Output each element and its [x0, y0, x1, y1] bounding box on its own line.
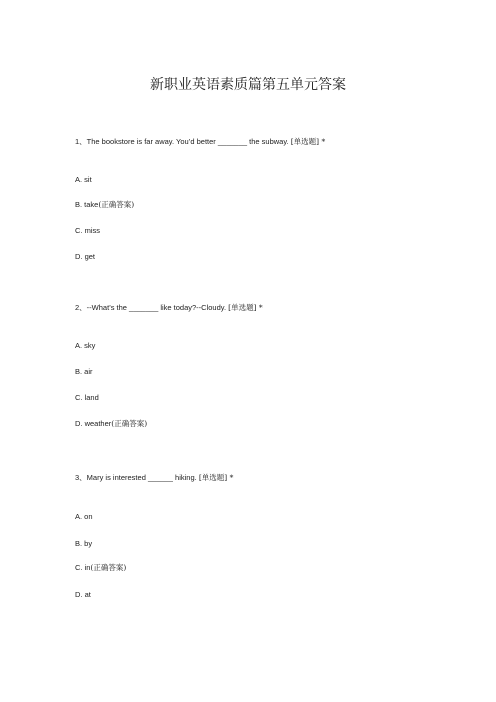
question-2	[75, 303, 263, 313]
option-3d	[75, 590, 91, 600]
option-3a	[75, 512, 93, 522]
correct-answer-note: (正确答案)	[111, 419, 148, 428]
option-1b	[75, 200, 134, 210]
option-2a	[75, 341, 95, 351]
option-2b	[75, 367, 93, 377]
correct-answer-note: (正确答案)	[90, 563, 127, 572]
question-1	[75, 137, 325, 147]
question-number: 2、	[75, 303, 87, 312]
option-3b	[75, 539, 92, 549]
option-1d	[75, 252, 95, 262]
option-label: A. on	[75, 512, 93, 521]
option-label: D. weather	[75, 419, 112, 428]
document-title: 新职业英语素质篇第五单元答案	[150, 76, 346, 92]
option-label: C. miss	[75, 226, 100, 235]
correct-answer-note: (正确答案)	[98, 200, 135, 209]
question-3	[75, 473, 233, 483]
question-type-tag: [单选题] *	[228, 303, 263, 312]
option-label: C. land	[75, 393, 99, 402]
option-label: B. air	[75, 367, 93, 376]
option-3c	[75, 563, 126, 573]
option-label: B. by	[75, 539, 93, 548]
question-number: 3、	[75, 473, 87, 482]
question-text: The bookstore is far away. You’d better _______ the subway.	[86, 137, 289, 146]
question-text: --What’s the _______ like today?--Cloudy.	[86, 303, 227, 312]
question-text: Mary is interested ______ hiking.	[86, 473, 197, 482]
option-1a	[75, 175, 92, 185]
option-label: B. take	[75, 200, 99, 209]
option-2d	[75, 419, 147, 429]
option-label: D. get	[75, 252, 96, 261]
option-2c	[75, 393, 99, 403]
option-1c	[75, 226, 100, 236]
question-type-tag: [单选题] *	[198, 473, 234, 482]
question-number: 1、	[75, 137, 87, 146]
question-type-tag: [单选题] *	[290, 137, 326, 146]
option-label: A. sky	[75, 341, 96, 350]
option-label: A. sit	[75, 175, 92, 184]
option-label: D. at	[75, 590, 91, 599]
option-label: C. in	[75, 563, 91, 572]
